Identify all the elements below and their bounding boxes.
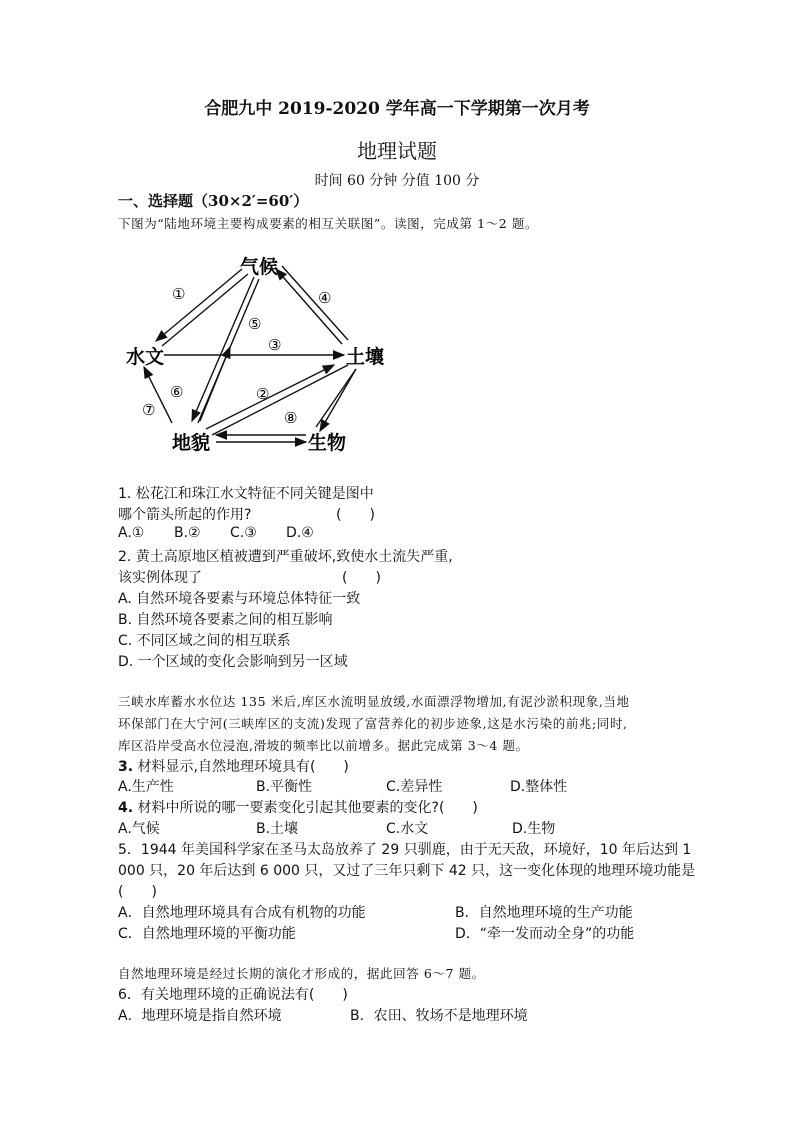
q1-paren: ( ) <box>336 507 375 523</box>
q4-option-b: B.土壤 <box>256 821 299 837</box>
q2-stem-line2: 该实例体现了 <box>118 570 202 586</box>
q4-stem <box>118 797 478 817</box>
arrow-label-6: ⑥ <box>170 383 184 401</box>
q3-option-a: A.生产性 <box>118 779 174 795</box>
q3-number: 3. <box>118 759 134 775</box>
q1-stem-line1: 1. 松花江和珠江水文特征不同关键是图中 <box>118 486 374 502</box>
q1-option-b: B.② <box>174 525 201 541</box>
passage1-line2: 环保部门在大宁河(三峡库区的支流)发现了富营养化的初步迹象,这是水污染的前兆;同时, <box>118 716 628 731</box>
arrow-label-7: ⑦ <box>142 401 156 419</box>
node-landform: 地貌 <box>172 432 211 454</box>
arrow-label-1: ① <box>172 285 186 303</box>
section-heading: 一、选择题（30×2′=60′） <box>118 192 309 210</box>
q3-stem <box>118 756 349 776</box>
node-hydrology: 水文 <box>126 346 165 368</box>
node-biology: 生物 <box>308 432 347 454</box>
q2-paren: ( ) <box>342 570 381 586</box>
arrow-label-8: ⑧ <box>284 409 298 427</box>
q5-option-c: C．自然地理环境的平衡功能 <box>118 926 296 942</box>
q1-option-d: D.④ <box>286 525 314 541</box>
q5-stem-line2: 000 只，20 年后达到 6 000 只，又过了三年只剩下 42 只，这一变化体现的地理环境功能是 <box>118 863 696 879</box>
q2-option-a: A. 自然环境各要素与环境总体特征一致 <box>118 591 361 607</box>
q1-option-a: A.① <box>118 525 145 541</box>
q2-option-c: C. 不同区域之间的相互联系 <box>118 633 291 649</box>
q4-option-c: C.水文 <box>386 821 429 837</box>
time-info: 时间 60 分钟 分值 100 分 <box>314 173 480 189</box>
q2-option-b: B. 自然环境各要素之间的相互影响 <box>118 612 333 628</box>
q2-stem-line1: 2. 黄土高原地区植被遭到严重破坏,致使水土流失严重, <box>118 549 453 565</box>
q5-option-a: A．自然地理环境具有合成有机物的功能 <box>118 905 366 921</box>
passage1-line3: 库区沿岸受高水位浸泡,滑坡的频率比以前增多。据此完成第 3～4 题。 <box>118 738 529 753</box>
q3-option-d: D.整体性 <box>510 779 568 795</box>
q4-option-d: D.生物 <box>512 821 556 837</box>
section-intro: 下图为“陆地环境主要构成要素的相互关联图”。读图，完成第 1～2 题。 <box>118 216 539 231</box>
arrow-label-2: ② <box>256 385 270 403</box>
passage2: 自然地理环境是经过长期的演化才形成的，据此回答 6～7 题。 <box>118 966 485 981</box>
q2-option-d: D. 一个区域的变化会影响到另一区域 <box>118 654 348 670</box>
q1-stem-line2: 哪个箭头所起的作用? <box>118 507 252 523</box>
arrow-label-3: ③ <box>268 336 282 354</box>
q1-option-c: C.③ <box>230 525 257 541</box>
q6-stem: 6．有关地理环境的正确说法有( ) <box>118 987 348 1003</box>
q6-option-a: A．地理环境是指自然环境 <box>118 1008 282 1024</box>
q5-stem-line3: ( ) <box>118 884 157 900</box>
exam-subtitle: 地理试题 <box>357 139 437 163</box>
node-soil: 土壤 <box>346 346 385 368</box>
q4-option-a: A.气候 <box>118 821 160 837</box>
q3-option-c: C.差异性 <box>386 779 443 795</box>
q3-option-b: B.平衡性 <box>256 779 313 795</box>
q5-option-d: D．“牵一发而动全身”的功能 <box>455 926 635 942</box>
q5-stem-line1: 5．1944 年美国科学家在圣马太岛放养了 29 只驯鹿，由于无天敌，环境好，10 年后达到 1 <box>118 842 692 858</box>
q4-text: 材料中所说的哪一要素变化引起其他要素的变化?( ) <box>133 800 478 816</box>
q6-option-b: B．农田、牧场不是地理环境 <box>350 1008 528 1024</box>
arrow-label-5: ⑤ <box>248 315 262 333</box>
passage1-line1: 三峡水库蓄水水位达 135 米后,库区水流明显放缓,水面漂浮物增加,有泥沙淤积现象,当地 <box>118 694 630 709</box>
q3-text: 材料显示,自然地理环境具有( ) <box>133 759 349 775</box>
exam-title: 合肥九中 2019-2020 学年高一下学期第一次月考 <box>204 99 590 119</box>
q4-number: 4. <box>118 800 134 816</box>
q5-option-b: B．自然地理环境的生产功能 <box>455 905 633 921</box>
land-environment-relation-diagram <box>120 245 400 460</box>
arrow-label-4: ④ <box>318 289 332 307</box>
node-climate: 气候 <box>240 256 279 278</box>
